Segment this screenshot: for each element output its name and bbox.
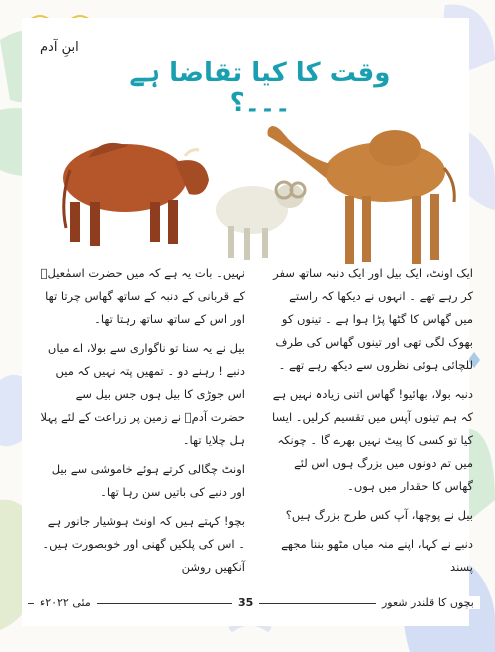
paragraph: اونٹ چگالی کرتے ہوئے خاموشی سے بیل اور دنبے کی باتیں سن رہا تھا۔ (51, 462, 245, 499)
article-column-left (40, 262, 245, 585)
magazine-name: بچوں کا قلندر شعور (376, 596, 480, 609)
animals-illustration (0, 110, 495, 270)
paragraph: دنبے نے کہا، اپنے منہ میاں مٹھو بننا مجھے پسند (281, 537, 473, 574)
page-number: 35 (232, 596, 259, 609)
author-name: ابنِ آدم (40, 40, 79, 55)
paragraph: بچو! کہتے ہیں کہ اونٹ ہوشیار جانور ہے ۔ اس کی پلکیں گھنی اور خوبصورت ہیں۔ آنکھیں روشن (42, 514, 245, 574)
paragraph: دنبہ بولا، بھائیو! گھاس اتنی زیادہ نہیں ہے کہ ہم تینوں آپس میں تقسیم کرلیں۔ ایسا کیا تو کسی کا پیٹ نہیں بھرے گا ۔ چونکہ میں تم دونوں میں بزرگ ہوں اس لئے گھاس کا حقدار میں ہوں۔ (271, 387, 473, 493)
ram-icon (216, 182, 305, 260)
page-title: وقت کا کیا تقاضا ہے ۔۔۔؟ (129, 58, 391, 118)
bull-icon (63, 143, 209, 246)
issue-date: مئی ۲۰۲۲ء (34, 596, 97, 609)
article-column-right (268, 262, 473, 585)
paragraph: ایک اونٹ، ایک بیل اور ایک دنبہ ساتھ سفر کر رہے تھے ۔ انہوں نے دیکھا کہ راستے میں گھاس کا گٹھا پڑا ہوا ہے ۔ تینوں کو بھوک لگی تھی اور تینوں گھاس کی طرف للچائی ہوئی نظروں سے دیکھ رہے تھے ۔ (273, 266, 473, 372)
paragraph: بیل نے یہ سنا تو ناگواری سے بولا، اے میاں دنبے ! رہنے دو ۔ تمھیں پتہ نہیں کہ میں اس جوڑی کا بیل ہوں جس بیل سے حضرت آدمؑ نے زمین پر زراعت کے لئے پہلا ہل چلایا تھا۔ (40, 341, 245, 447)
paragraph: بیل نے پوچھا، آپ کس طرح بزرگ ہیں؟ (285, 508, 473, 522)
paragraph: نہیں۔ بات یہ ہے کہ میں حضرت اسمٰعیلؑ کے قربانی کے دنبہ کے ساتھ گھاس چرتا تھا اور اس کے ساتھ ساتھ رہتا تھا۔ (40, 266, 245, 326)
